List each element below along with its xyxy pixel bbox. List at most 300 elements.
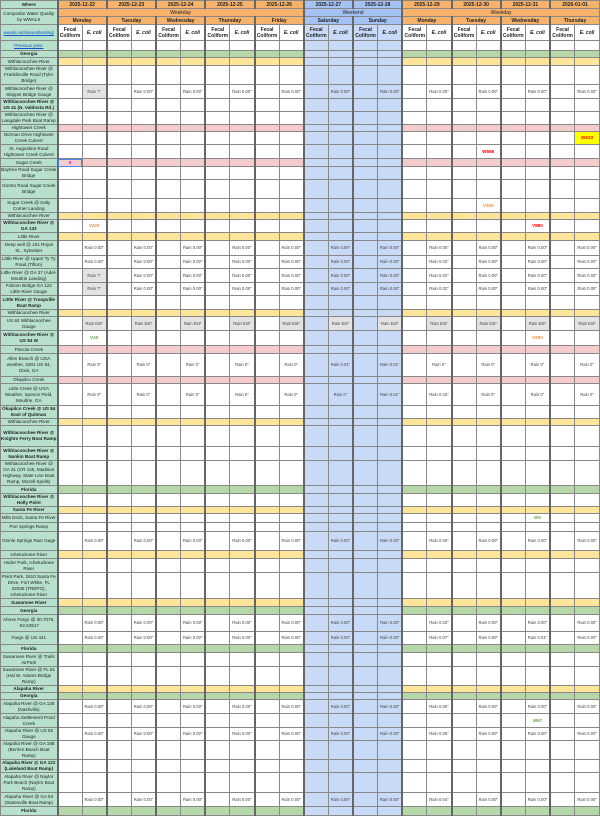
data-cell[interactable] [476,99,501,112]
data-cell[interactable] [131,41,156,51]
data-cell[interactable] [402,377,427,384]
data-cell[interactable] [255,256,280,269]
data-cell[interactable] [501,760,526,773]
data-cell[interactable] [328,233,353,241]
data-cell[interactable] [279,773,304,793]
data-cell[interactable] [107,233,132,241]
data-cell[interactable] [304,514,329,523]
data-cell[interactable] [476,377,501,384]
data-cell[interactable] [575,58,600,66]
rain-cell[interactable]: Rain 0.00" [181,615,206,632]
data-cell[interactable] [575,296,600,310]
data-cell[interactable] [107,310,132,317]
data-cell[interactable] [427,653,452,667]
data-cell[interactable] [550,486,575,494]
data-cell[interactable] [82,760,107,773]
data-cell[interactable] [230,514,255,523]
data-cell[interactable] [501,233,526,241]
rain-cell[interactable]: Rain Est* [131,317,156,331]
data-cell[interactable] [427,346,452,354]
data-cell[interactable] [575,406,600,419]
data-cell[interactable] [107,693,132,700]
rain-cell[interactable]: Rain 0.00" [476,728,501,741]
data-cell[interactable] [156,645,181,653]
data-cell[interactable] [181,551,206,559]
data-cell[interactable] [107,41,132,51]
data-cell[interactable] [304,523,329,532]
data-cell[interactable] [107,406,132,419]
data-cell[interactable] [131,514,156,523]
data-cell[interactable] [353,760,378,773]
data-cell[interactable] [205,728,230,741]
data-cell[interactable] [452,486,477,494]
data-cell[interactable] [58,741,83,760]
rain-cell[interactable]: Rain 0.00" [575,700,600,714]
data-cell[interactable] [476,419,501,426]
data-cell[interactable] [58,220,83,233]
rain-cell[interactable]: Rain 0.00" [575,241,600,256]
rain-cell[interactable]: Rain 0.00" [279,728,304,741]
data-cell[interactable] [255,283,280,296]
data-cell[interactable] [304,256,329,269]
data-cell[interactable] [82,461,107,486]
data-cell[interactable] [402,132,427,145]
data-cell[interactable] [328,99,353,112]
data-cell[interactable] [131,667,156,686]
data-cell[interactable] [575,645,600,653]
rain-cell[interactable]: Rain 0" [476,384,501,406]
rain-cell[interactable]: Rain 0.00" [525,700,550,714]
data-cell[interactable] [427,507,452,514]
data-cell[interactable] [476,653,501,667]
data-cell[interactable] [427,419,452,426]
data-cell[interactable] [402,199,427,213]
data-cell[interactable] [304,728,329,741]
data-cell[interactable] [328,760,353,773]
data-cell[interactable] [304,615,329,632]
rain-cell[interactable]: Rain 0.02" [427,256,452,269]
data-cell[interactable] [107,461,132,486]
data-cell[interactable] [575,573,600,599]
data-cell[interactable] [82,714,107,728]
rain-cell[interactable]: Rain 0" [82,384,107,406]
data-cell[interactable] [156,667,181,686]
data-cell[interactable] [279,573,304,599]
data-cell[interactable] [427,213,452,220]
data-cell[interactable] [230,99,255,112]
data-cell[interactable] [279,58,304,66]
data-cell[interactable] [501,41,526,51]
data-cell[interactable] [427,125,452,132]
data-cell[interactable] [452,406,477,419]
data-cell[interactable] [476,296,501,310]
rain-cell[interactable]: Rain 0.00" [575,532,600,551]
data-cell[interactable] [82,145,107,159]
rain-cell[interactable]: Rain 0.00" [328,700,353,714]
data-cell[interactable] [378,773,403,793]
data-cell[interactable] [525,180,550,199]
data-cell[interactable] [205,760,230,773]
data-cell[interactable] [255,51,280,58]
data-cell[interactable] [575,199,600,213]
data-cell[interactable] [279,233,304,241]
data-cell[interactable] [279,807,304,816]
data-cell[interactable] [205,507,230,514]
data-cell[interactable] [550,645,575,653]
data-cell[interactable] [328,167,353,180]
data-cell[interactable] [402,346,427,354]
data-cell[interactable] [328,159,353,167]
data-cell[interactable] [328,714,353,728]
data-cell[interactable] [255,346,280,354]
rain-cell[interactable]: Rain 0.00" [181,728,206,741]
data-cell[interactable] [575,220,600,233]
data-cell[interactable] [402,331,427,346]
data-cell[interactable] [255,523,280,532]
data-cell[interactable] [575,714,600,728]
data-cell[interactable] [452,269,477,283]
data-cell[interactable] [304,632,329,645]
data-cell[interactable] [181,213,206,220]
data-cell[interactable] [402,310,427,317]
data-cell[interactable] [501,551,526,559]
data-cell[interactable] [353,199,378,213]
data-cell[interactable] [501,167,526,180]
data-cell[interactable] [550,573,575,599]
data-cell[interactable] [575,346,600,354]
data-cell[interactable] [525,760,550,773]
data-cell[interactable] [328,507,353,514]
data-cell[interactable] [353,377,378,384]
data-cell[interactable] [575,41,600,51]
rain-cell[interactable]: Rain 0.00" [181,283,206,296]
data-cell[interactable] [255,220,280,233]
data-cell[interactable] [525,213,550,220]
data-cell[interactable] [205,551,230,559]
data-cell[interactable] [58,532,83,551]
data-cell[interactable] [230,693,255,700]
data-cell[interactable] [82,653,107,667]
data-cell[interactable] [575,494,600,507]
data-cell[interactable] [82,41,107,51]
data-cell[interactable] [181,220,206,233]
data-cell[interactable] [501,199,526,213]
data-cell[interactable] [156,145,181,159]
data-cell[interactable] [427,66,452,85]
data-cell[interactable] [107,132,132,145]
rain-cell[interactable]: Rain 0.00" [131,615,156,632]
rain-cell[interactable]: Rain 0.00" [131,532,156,551]
data-cell[interactable] [82,51,107,58]
data-cell[interactable] [58,514,83,523]
data-cell[interactable] [255,793,280,807]
data-cell[interactable] [279,296,304,310]
data-cell[interactable] [304,112,329,125]
data-cell[interactable] [501,419,526,426]
data-cell[interactable] [131,145,156,159]
data-cell[interactable] [402,145,427,159]
data-cell[interactable] [107,213,132,220]
testing-link-text[interactable]: wwals.net/issues/testing/ [3,29,55,35]
data-cell[interactable] [205,132,230,145]
data-cell[interactable] [304,461,329,486]
data-cell[interactable] [501,51,526,58]
data-cell[interactable] [452,419,477,426]
data-cell[interactable] [181,447,206,461]
data-cell[interactable] [525,653,550,667]
data-cell[interactable] [181,159,206,167]
data-cell[interactable] [402,384,427,406]
data-cell[interactable] [58,653,83,667]
data-cell[interactable] [131,159,156,167]
data-cell[interactable] [205,112,230,125]
data-cell[interactable] [107,773,132,793]
data-cell[interactable] [378,310,403,317]
data-cell[interactable] [82,310,107,317]
data-cell[interactable] [156,406,181,419]
data-cell[interactable] [255,85,280,99]
data-cell[interactable] [205,807,230,816]
data-cell[interactable] [501,377,526,384]
rain-cell[interactable]: Rain 0.00" [575,256,600,269]
data-cell[interactable] [156,551,181,559]
data-cell[interactable] [328,599,353,607]
data-cell[interactable] [525,741,550,760]
data-cell[interactable] [255,607,280,615]
data-cell[interactable] [353,693,378,700]
data-cell[interactable] [550,406,575,419]
data-cell[interactable] [82,66,107,85]
data-cell[interactable] [353,514,378,523]
rain-cell[interactable]: Rain 0.02" [427,269,452,283]
data-cell[interactable] [550,145,575,159]
data-cell[interactable] [131,447,156,461]
rain-cell[interactable]: Rain Est* [575,317,600,331]
data-cell[interactable] [181,145,206,159]
data-cell[interactable] [452,256,477,269]
data-cell[interactable] [525,559,550,573]
data-cell[interactable] [230,145,255,159]
data-cell[interactable] [328,419,353,426]
data-cell[interactable] [279,461,304,486]
data-cell[interactable] [328,461,353,486]
data-cell[interactable] [107,573,132,599]
data-cell[interactable] [156,51,181,58]
data-cell[interactable] [205,419,230,426]
data-cell[interactable] [58,686,83,693]
data-cell[interactable] [452,377,477,384]
rain-cell[interactable]: Rain 0.00" [82,241,107,256]
data-cell[interactable] [427,514,452,523]
rain-cell[interactable]: Rain 0.00" [525,241,550,256]
data-cell[interactable] [82,199,107,213]
data-cell[interactable] [82,807,107,816]
data-cell[interactable] [501,686,526,693]
data-cell[interactable] [156,773,181,793]
data-cell[interactable] [452,58,477,66]
data-cell[interactable] [58,180,83,199]
data-cell[interactable] [353,132,378,145]
data-cell[interactable] [279,559,304,573]
data-cell[interactable] [378,573,403,599]
data-cell[interactable] [205,317,230,331]
data-cell[interactable] [525,523,550,532]
data-cell[interactable] [575,167,600,180]
data-cell[interactable] [353,447,378,461]
data-cell[interactable] [353,283,378,296]
data-cell[interactable] [476,180,501,199]
data-cell[interactable] [550,607,575,615]
data-cell[interactable] [378,58,403,66]
data-cell[interactable] [279,125,304,132]
rain-cell[interactable]: Rain 0.00" [378,793,403,807]
data-cell[interactable] [181,667,206,686]
data-cell[interactable] [550,461,575,486]
data-cell[interactable] [452,507,477,514]
rain-cell[interactable]: Rain 0.02" [427,283,452,296]
data-cell[interactable] [156,310,181,317]
data-cell[interactable] [205,180,230,199]
data-cell[interactable] [156,760,181,773]
data-cell[interactable] [58,807,83,816]
data-cell[interactable] [58,167,83,180]
data-cell[interactable] [58,233,83,241]
data-cell[interactable] [107,632,132,645]
data-cell[interactable] [304,426,329,447]
data-cell[interactable] [131,486,156,494]
data-cell[interactable] [575,693,600,700]
data-cell[interactable] [107,51,132,58]
data-cell[interactable] [304,58,329,66]
data-cell[interactable] [378,377,403,384]
data-cell[interactable] [205,85,230,99]
rain-cell[interactable]: Rain 0.00" [230,532,255,551]
data-cell[interactable] [525,51,550,58]
data-cell[interactable] [353,167,378,180]
data-cell[interactable] [501,296,526,310]
data-cell[interactable] [525,573,550,599]
data-cell[interactable] [328,693,353,700]
rain-cell[interactable]: Rain 0.00" [378,256,403,269]
rain-cell[interactable]: Rain 0.00" [476,283,501,296]
data-cell[interactable] [550,167,575,180]
data-cell[interactable] [402,112,427,125]
data-cell[interactable] [452,615,477,632]
data-cell[interactable] [255,213,280,220]
data-cell[interactable] [205,653,230,667]
data-cell[interactable] [550,419,575,426]
data-cell[interactable] [131,426,156,447]
data-cell[interactable] [501,728,526,741]
data-cell[interactable] [378,112,403,125]
data-cell[interactable] [476,607,501,615]
data-cell[interactable] [205,573,230,599]
data-cell[interactable] [181,58,206,66]
data-cell[interactable] [353,714,378,728]
data-cell[interactable] [452,220,477,233]
data-cell[interactable] [402,514,427,523]
data-cell[interactable] [550,773,575,793]
data-cell[interactable] [304,283,329,296]
data-cell[interactable] [131,125,156,132]
data-cell[interactable] [353,310,378,317]
data-cell[interactable] [427,714,452,728]
data-cell[interactable] [279,447,304,461]
rain-cell[interactable]: Rain 0.00" [575,85,600,99]
data-cell[interactable] [131,132,156,145]
data-cell[interactable] [230,406,255,419]
data-cell[interactable] [550,66,575,85]
data-cell[interactable] [328,559,353,573]
rain-cell[interactable]: Rain 0.00" [575,793,600,807]
data-cell[interactable] [476,426,501,447]
rain-cell[interactable]: Rain 0.00" [181,700,206,714]
data-cell[interactable] [328,377,353,384]
data-cell[interactable] [402,573,427,599]
data-cell[interactable] [550,283,575,296]
data-cell[interactable] [550,807,575,816]
data-cell[interactable] [501,599,526,607]
data-cell[interactable] [378,331,403,346]
data-cell[interactable] [58,331,83,346]
rain-cell[interactable]: Rain 0.00" [525,728,550,741]
data-cell[interactable] [378,199,403,213]
data-cell[interactable] [550,728,575,741]
data-cell[interactable] [156,523,181,532]
rain-cell[interactable]: Rain 0.00" [328,632,353,645]
data-cell[interactable] [427,220,452,233]
data-cell[interactable] [131,233,156,241]
data-cell[interactable] [304,66,329,85]
data-cell[interactable] [550,667,575,686]
data-cell[interactable] [255,615,280,632]
data-cell[interactable] [181,167,206,180]
rain-cell[interactable]: Rain 0.00" [378,700,403,714]
data-cell[interactable] [378,714,403,728]
rain-cell[interactable]: Rain 0.00" [279,532,304,551]
rain-cell[interactable]: Rain 0.00" [378,241,403,256]
data-cell[interactable] [427,494,452,507]
data-cell[interactable] [328,514,353,523]
data-cell[interactable] [501,269,526,283]
rain-cell[interactable]: Rain 0.00" [230,269,255,283]
data-cell[interactable] [156,461,181,486]
data-cell[interactable] [501,426,526,447]
data-cell[interactable] [501,773,526,793]
data-cell[interactable] [58,426,83,447]
data-cell[interactable] [279,213,304,220]
data-cell[interactable] [230,559,255,573]
data-cell[interactable] [427,551,452,559]
data-cell[interactable] [205,714,230,728]
rain-cell[interactable]: Rain 0.00" [82,728,107,741]
rain-cell[interactable]: Rain 0.00" [82,615,107,632]
data-cell[interactable] [58,615,83,632]
data-cell[interactable] [525,607,550,615]
data-cell[interactable] [550,632,575,645]
data-cell[interactable] [82,331,107,346]
data-cell[interactable] [156,559,181,573]
rain-cell[interactable]: Rain 0.00" [230,700,255,714]
data-cell[interactable] [255,310,280,317]
rain-cell[interactable]: Rain 0.00" [328,793,353,807]
data-cell[interactable] [427,132,452,145]
data-cell[interactable] [205,283,230,296]
data-cell[interactable] [131,645,156,653]
data-cell[interactable] [427,667,452,686]
data-cell[interactable] [304,213,329,220]
data-cell[interactable] [328,58,353,66]
